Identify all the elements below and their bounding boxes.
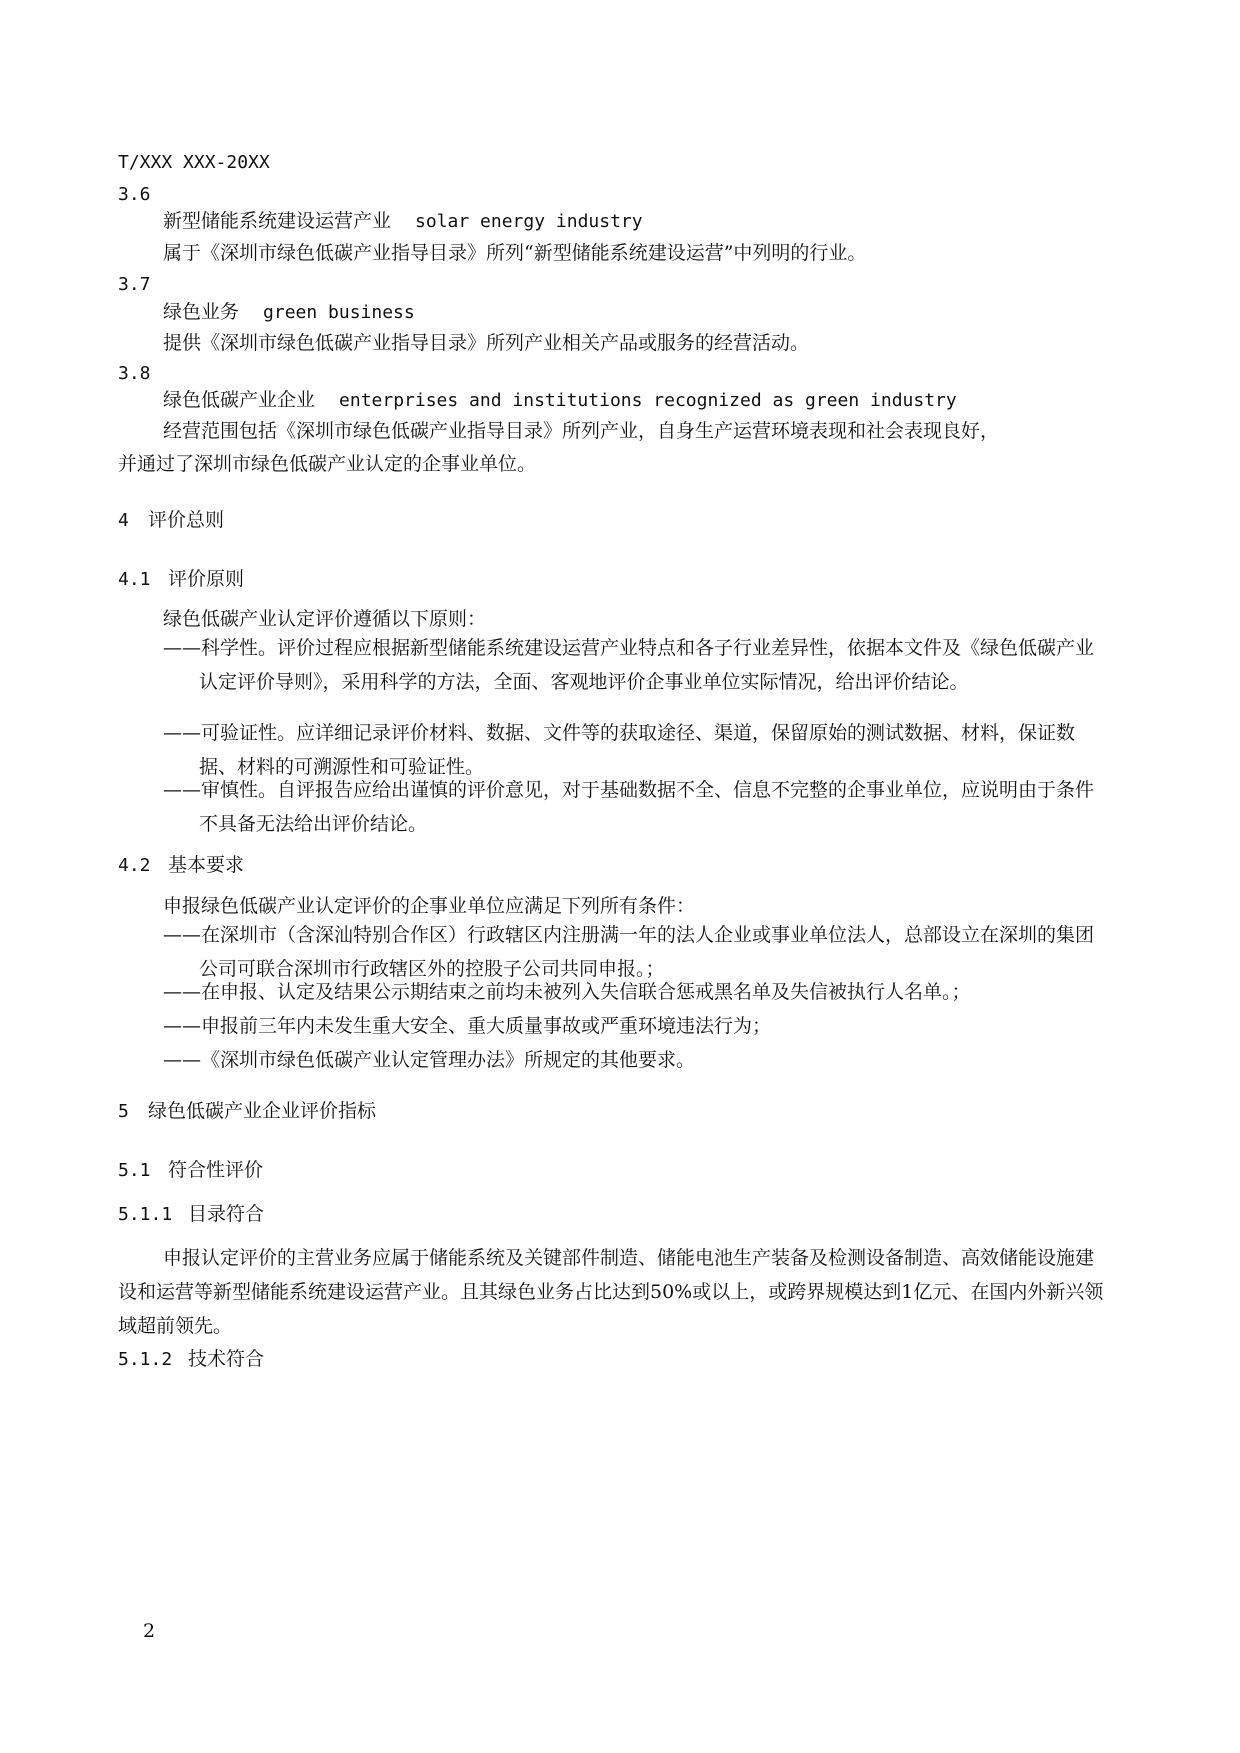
- section-number: 4: [118, 510, 129, 531]
- term-number-3-7: 3.7: [118, 274, 151, 295]
- term-definition-3-8-line2: 并通过了深圳市绿色低碳产业认定的企事业单位。: [118, 453, 537, 475]
- section-4-2-heading: [118, 852, 244, 879]
- section-title: 技术符合: [188, 1348, 265, 1370]
- principle-item-3: ——审慎性。自评报告应给出谨慎的评价意见，对于基础数据不全、信息不完整的企事业单位，应说明由于条件不具备无法给出评价结论。: [163, 779, 1095, 835]
- term-definition-3-6: 属于《深圳市绿色低碳产业指导目录》所列“新型储能系统建设运营”中列明的行业。: [163, 242, 867, 264]
- term-zh: 绿色低碳产业企业: [163, 389, 316, 411]
- term-3-7: [163, 299, 415, 326]
- term-en: solar energy industry: [415, 211, 643, 232]
- term-en: green business: [263, 302, 415, 323]
- section-title: 目录符合: [188, 1203, 265, 1225]
- requirement-item-2: ——在申报、认定及结果公示期结束之前均未被列入失信联合惩戒黑名单及失信被执行人名单。；: [163, 981, 971, 1003]
- section-number: 5.1: [118, 1160, 151, 1181]
- term-3-6: [163, 208, 643, 235]
- principles-intro: 绿色低碳产业认定评价遵循以下原则：: [163, 608, 487, 630]
- section-number: 5.1.1: [118, 1204, 173, 1225]
- section-number: 5.1.2: [118, 1349, 173, 1370]
- section-5-1-2-heading: [118, 1346, 264, 1373]
- requirements-intro: 申报绿色低碳产业认定评价的企事业单位应满足下列所有条件：: [163, 895, 696, 917]
- principle-item-1: ——科学性。评价过程应根据新型储能系统建设运营产业特点和各子行业差异性，依据本文件及《绿色低碳产业认定评价导则》，采用科学的方法，全面、客观地评价企事业单位实际情况，给出评价结论。: [163, 637, 1095, 693]
- requirement-item-3: ——申报前三年内未发生重大安全、重大质量事故或严重环境违法行为；: [163, 1015, 772, 1037]
- term-definition-3-8-line1: 经营范围包括《深圳市绿色低碳产业指导目录》所列产业，自身生产运营环境表现和社会表现良好，: [163, 420, 1000, 442]
- section-number: 4.2: [118, 855, 151, 876]
- term-definition-3-7: 提供《深圳市绿色低碳产业指导目录》所列产业相关产品或服务的经营活动。: [163, 332, 810, 354]
- term-3-8: [163, 387, 957, 414]
- term-number-3-6: 3.6: [118, 184, 151, 205]
- section-5-1-heading: [118, 1157, 263, 1184]
- section-4-1-heading: [118, 566, 244, 593]
- section-title: 评价原则: [168, 568, 245, 590]
- section-title: 基本要求: [168, 854, 245, 876]
- principle-item-2: ——可验证性。应详细记录评价材料、数据、文件等的获取途径、渠道，保留原始的测试数据、材料，保证数据、材料的可溯源性和可验证性。: [163, 722, 1076, 778]
- term-en: enterprises and institutions recognized as green industry: [339, 390, 957, 411]
- page-number: 2: [143, 1620, 156, 1642]
- section-5-heading: [118, 1098, 376, 1125]
- section-5-1-1-heading: [118, 1201, 264, 1228]
- catalog-compliance-paragraph: 申报认定评价的主营业务应属于储能系统及关键部件制造、储能电池生产装备及检测设备制造、高效储能设施建设和运营等新型储能系统建设运营产业。且其绿色业务占比达到50%或以上，或跨界规模达到1亿元、在国内外新兴领域超前领先。: [118, 1247, 1104, 1337]
- requirement-item-1: ——在深圳市（含深汕特别合作区）行政辖区内注册满一年的法人企业或事业单位法人，总部设立在深圳的集团公司可联合深圳市行政辖区外的控股子公司共同申报。；: [163, 924, 1095, 980]
- section-number: 4.1: [118, 569, 151, 590]
- term-zh: 绿色业务: [163, 301, 240, 323]
- section-title: 评价总则: [148, 509, 225, 531]
- section-title: 符合性评价: [168, 1159, 264, 1181]
- document-code-header: T/XXX XXX-20XX: [118, 152, 270, 173]
- term-zh: 新型储能系统建设运营产业: [163, 210, 392, 232]
- term-number-3-8: 3.8: [118, 363, 151, 384]
- section-title: 绿色低碳产业企业评价指标: [148, 1100, 377, 1122]
- requirement-item-4: ——《深圳市绿色低碳产业认定管理办法》所规定的其他要求。: [163, 1049, 696, 1071]
- section-4-heading: [118, 507, 224, 534]
- section-number: 5: [118, 1101, 129, 1122]
